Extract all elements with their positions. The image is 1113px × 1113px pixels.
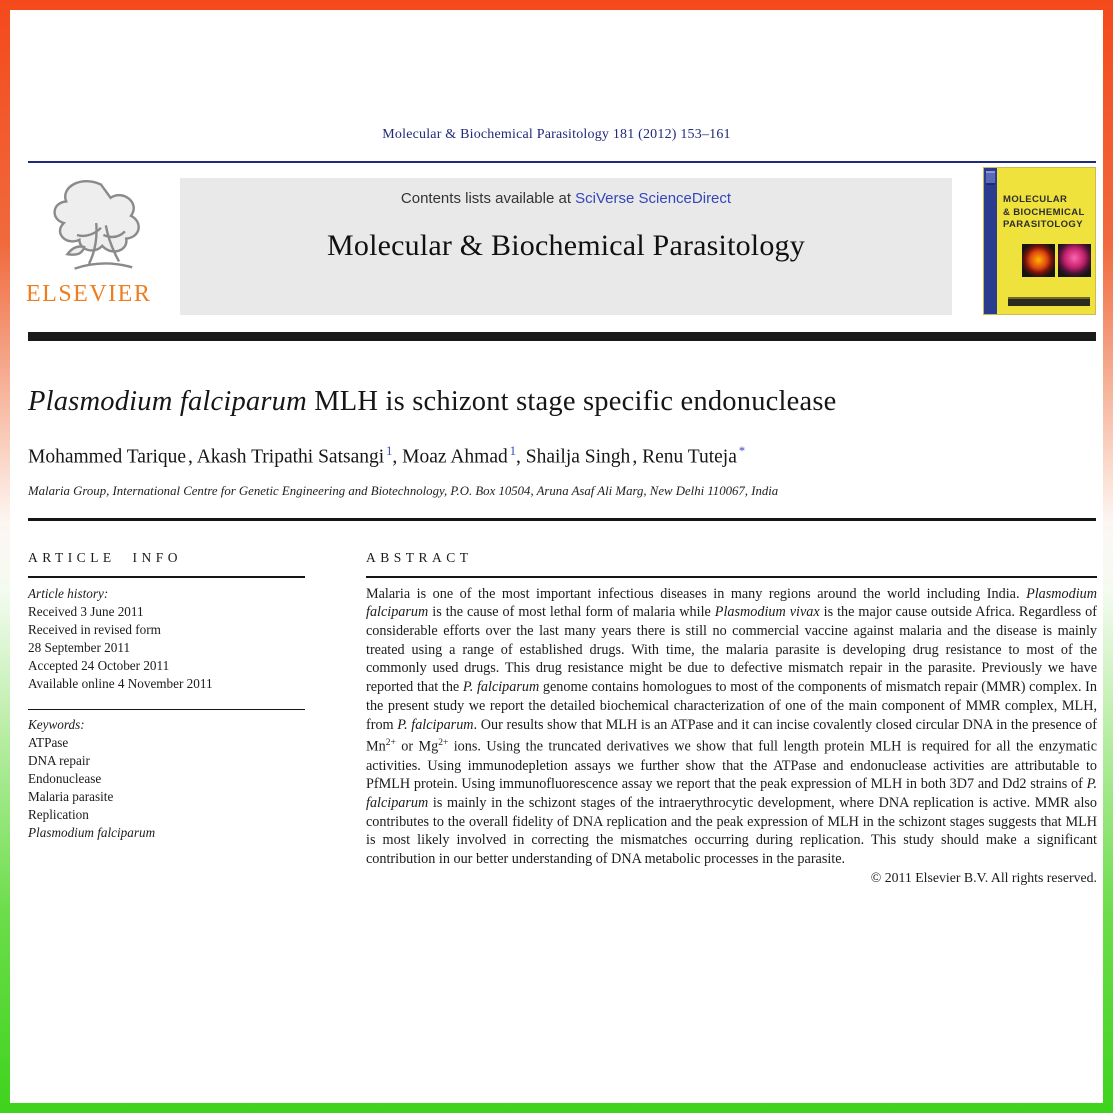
cover-title-line: & BIOCHEMICAL: [1003, 206, 1085, 218]
author-separator: ,: [392, 446, 403, 468]
abstract-text: Malaria is one of the most important infectious diseases in many regions around the world including India. Plasmodium falciparum is the cause of most lethal form of malaria while Plasmodium vivax is the major cause outside Africa. Regardless of considerable efforts over the last many years there is still no commercial vaccine against malaria and the disease is mainly treated using a range of established drugs. With time, the malaria parasite is developing drug resistance to most of the commonly used drugs. This drug resistance might be due to defective mismatch repair in the parasite. Previously we have reported that the P. falciparum genome contains homologues to most of the components of mismatch repair (MMR) complex. In the present study we report the detailed biochemical characterization of one of the main component of MMR complex, MLH, from P. falciparum. Our results show that MLH is an ATPase and it can incise covalently closed circular DNA in the presence of $Mn^{2+}$ or $Mg^{2+}$ ions. Using the truncated derivatives we show that full length protein MLH is required for all the enzymatic activities. Using immunodepletion assays we further show that the ATPase and endonuclease activities are attributable to PfMLH protein. Using immunofluorescence assay we report that the peak expression of MLH in both 3D7 and Dd2 strains of P. falciparum is mainly in the schizont stages of the intraerythrocytic development, where DNA replication is active. MMR also contributes to the overall fidelity of DNA replication and the peak expression of MLH in the schizont stages suggests that MLH is most likely involved in correcting the mismatches occurring during replication. This study should make a significant contribution in our better understanding of DNA metabolic processes in the parasite.: [366, 585, 1098, 868]
history-line: Available online 4 November 2011: [28, 675, 213, 691]
author-separator: ,: [632, 446, 643, 468]
author-name: Mohammed Tarique: [28, 446, 187, 468]
cover-title-line: MOLECULAR: [1003, 194, 1068, 205]
keyword: Replication: [28, 807, 89, 823]
article-history-label: Article history:: [28, 585, 109, 601]
article-title: [28, 386, 836, 418]
abstract-rule: [366, 576, 1097, 578]
keyword: Endonuclease: [28, 771, 102, 787]
author-separator: ,: [188, 446, 197, 468]
journal-title: Molecular & Biochemical Parasitology: [327, 229, 805, 262]
header-divider-bar: [28, 332, 1096, 341]
journal-citation: Molecular & Biochemical Parasitology 181 (2012) 153–161: [382, 127, 731, 142]
sciverse-sciencedirect-link[interactable]: SciVerse ScienceDirect: [575, 190, 732, 207]
author-name: Shailja Singh: [525, 446, 631, 468]
cover-publisher-icon: [986, 171, 995, 185]
article-info-column: [28, 550, 305, 842]
cover-title: [1003, 194, 1085, 232]
keyword: Malaria parasite: [28, 789, 114, 805]
affiliation: Malaria Group, International Centre for Genetic Engineering and Biotechnology, P.O. Box 10504, Aruna Asaf Ali Marg, New Delhi 110067, India: [28, 484, 779, 498]
cover-footer-bar: [1008, 297, 1090, 306]
cover-blue-strip: [984, 168, 997, 314]
history-line: Accepted 24 October 2011: [28, 657, 170, 673]
author-footnote-mark[interactable]: 1: [509, 444, 517, 458]
article-info-rule: [28, 576, 305, 578]
keywords-rule: [28, 709, 305, 711]
keywords-label: Keywords:: [28, 717, 85, 733]
author-name: Renu Tuteja: [642, 446, 737, 468]
article-title-rest: MLH is schizont stage specific endonuclease: [306, 386, 837, 417]
author-separator: ,: [516, 446, 526, 468]
elsevier-wordmark: ELSEVIER: [26, 281, 152, 307]
author-footnote-mark[interactable]: 1: [386, 444, 393, 458]
article-title-species: Plasmodium falciparum: [28, 386, 307, 417]
contents-line: [180, 190, 952, 207]
keyword: DNA repair: [28, 753, 90, 769]
elsevier-logo[interactable]: [26, 175, 176, 317]
journal-banner: [180, 178, 952, 315]
history-line: Received 3 June 2011: [28, 603, 144, 619]
cover-micrograph-1: [1022, 244, 1055, 277]
cover-micrograph-2: [1058, 244, 1091, 277]
cover-title-line: PARASITOLOGY: [1003, 219, 1083, 230]
history-line: 28 September 2011: [28, 639, 131, 655]
author-name: Moaz Ahmad: [402, 446, 508, 468]
contents-prefix: Contents lists available at: [400, 190, 576, 207]
paper-page: [10, 10, 1103, 1103]
keyword: ATPase: [28, 735, 69, 751]
article-info-heading: ARTICLE INFO: [28, 550, 183, 565]
citation-rule: [28, 161, 1096, 163]
cover-images: [1022, 244, 1091, 277]
author-line: [28, 444, 745, 469]
author-name: Akash Tripathi Satsangi: [196, 446, 385, 468]
abstract-column: [366, 550, 1097, 886]
copyright-line: © 2011 Elsevier B.V. All rights reserved.: [870, 869, 1097, 885]
corresponding-author-mark[interactable]: *: [738, 444, 746, 458]
elsevier-tree-icon: [41, 175, 161, 283]
history-line: Received in revised form: [28, 621, 161, 637]
keyword-species: Plasmodium falciparum: [28, 825, 156, 841]
abstract-heading: ABSTRACT: [366, 550, 473, 565]
journal-cover-thumbnail[interactable]: [983, 167, 1096, 315]
section-divider-rule: [28, 518, 1096, 521]
